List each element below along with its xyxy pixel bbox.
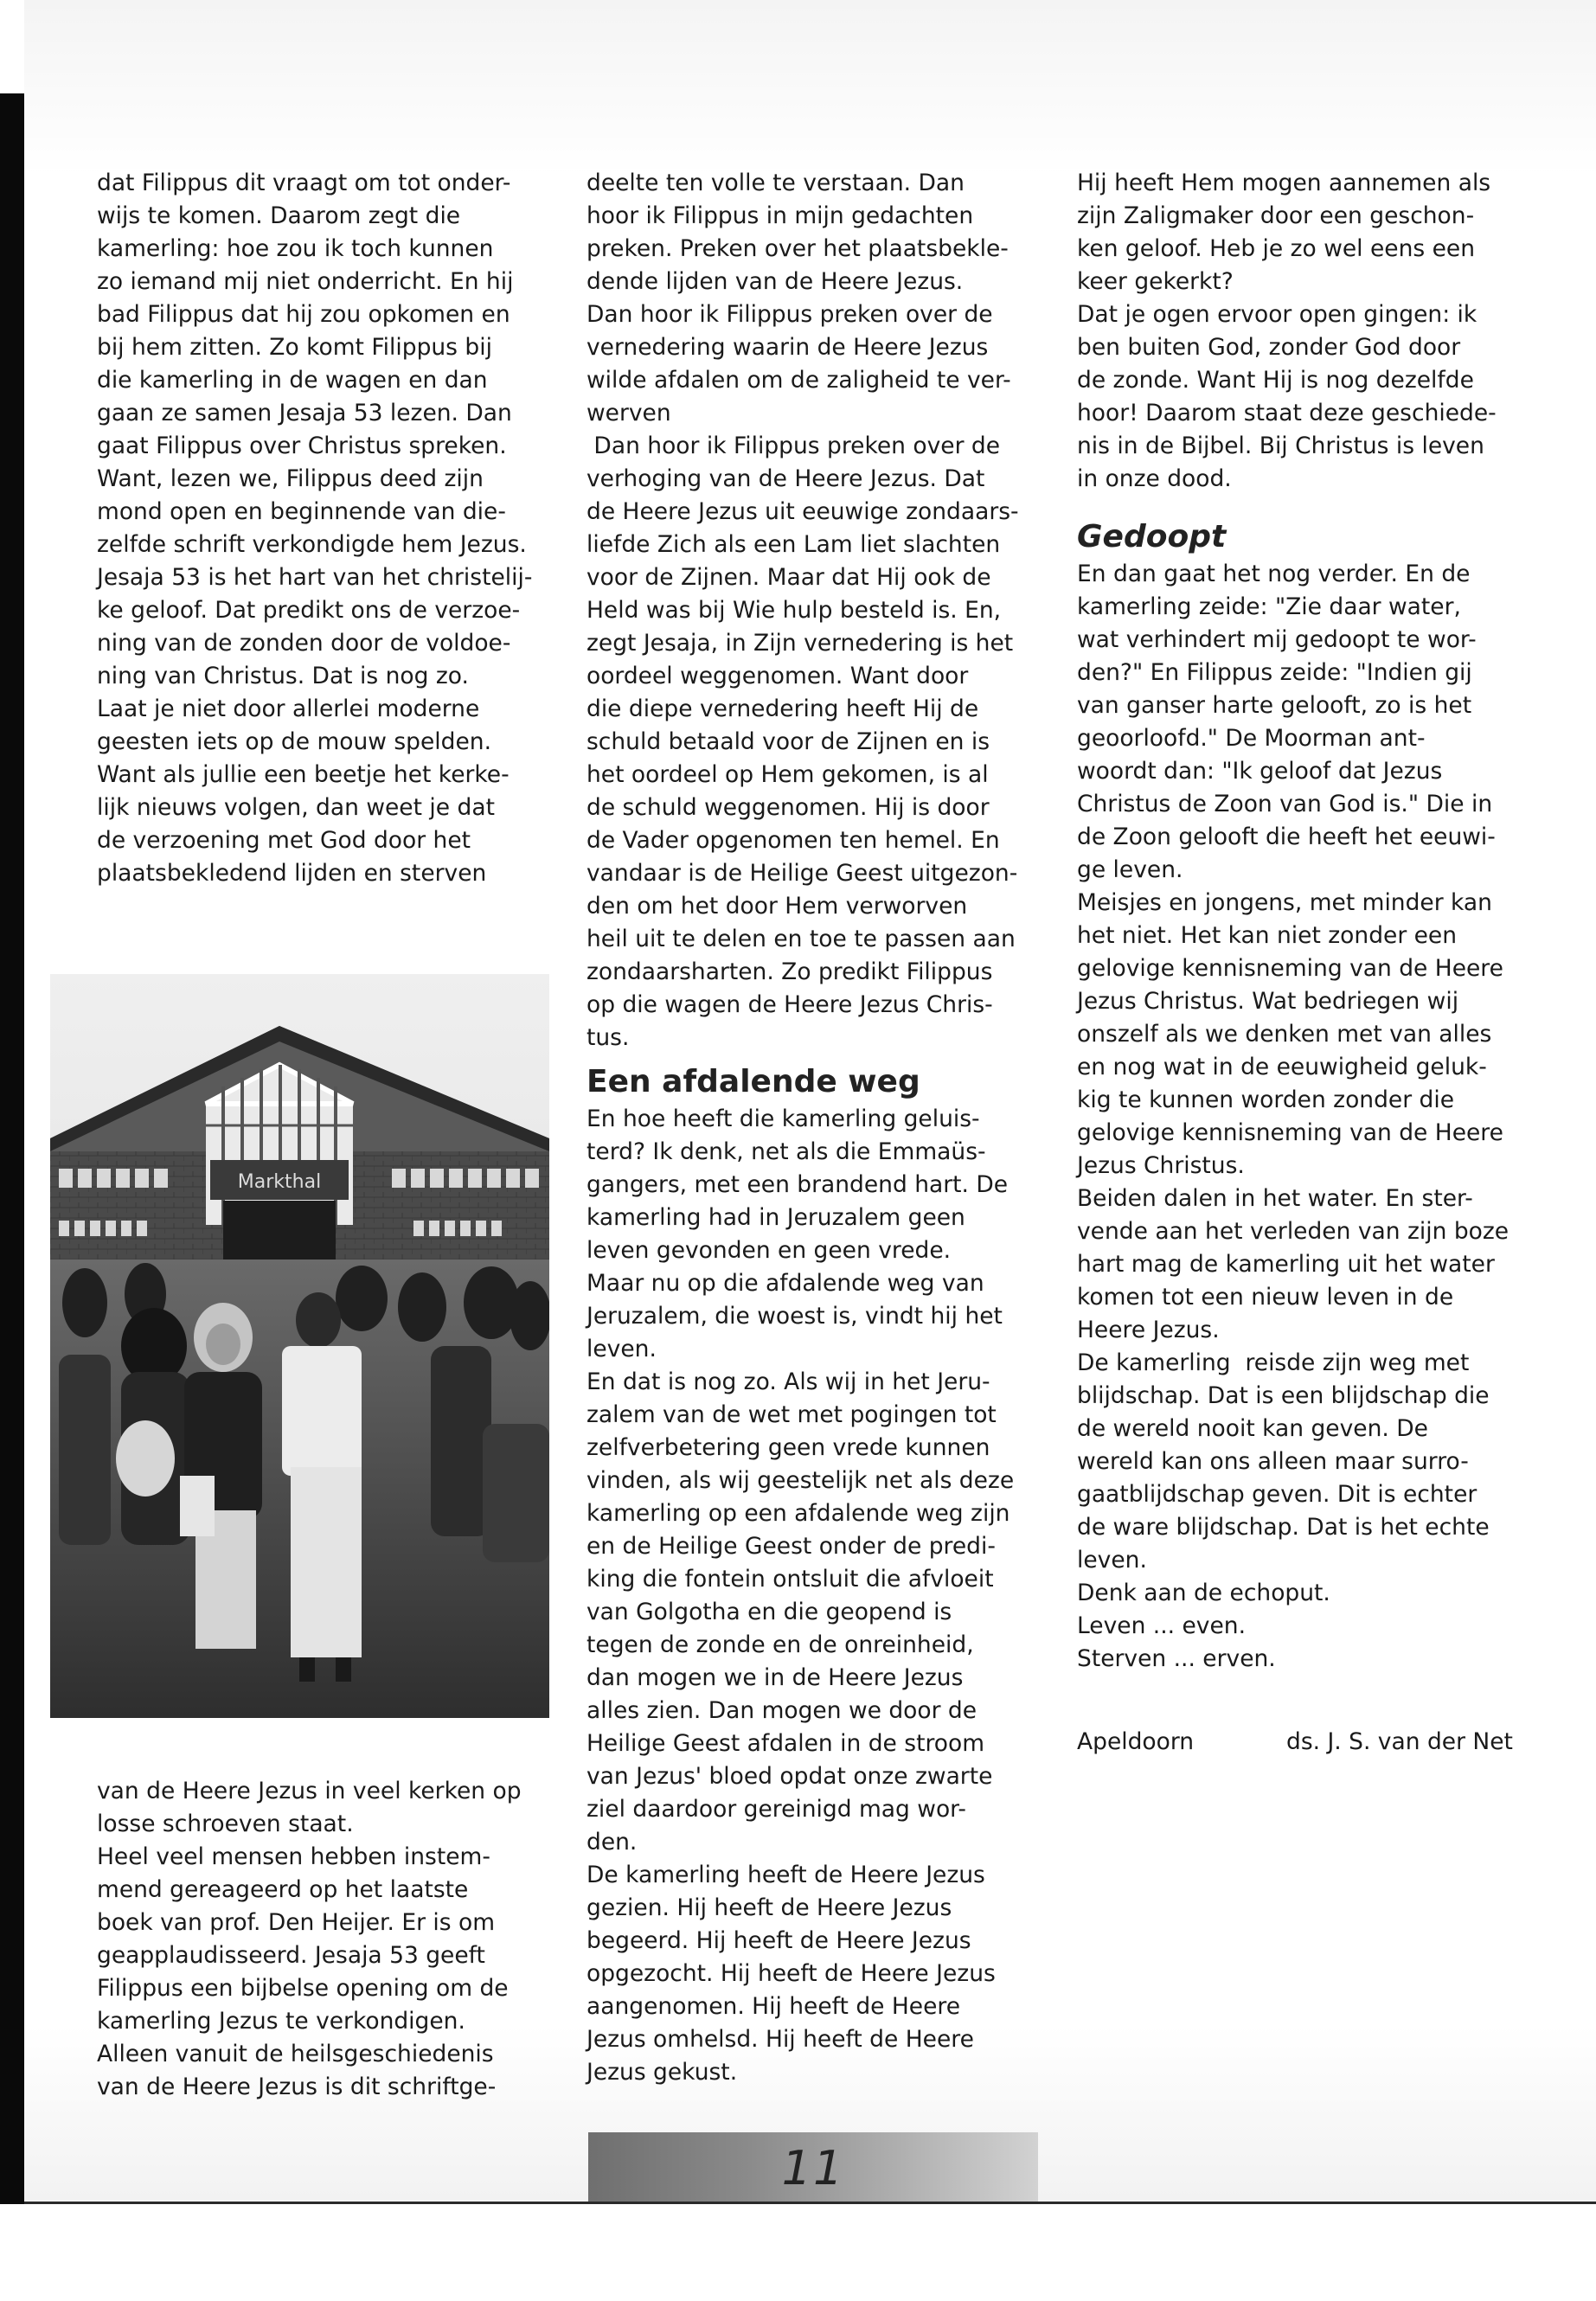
- text-line: Jezus Christus.: [1077, 1152, 1245, 1179]
- photo-sign-text: Markthal: [237, 1171, 322, 1193]
- section-heading-afdalende-weg: Een afdalende weg: [586, 1064, 920, 1099]
- text-line: van Jezus' bloed opdat onze zwarte: [586, 1763, 993, 1790]
- text-line: gezien. Hij heeft de Heere Jezus: [586, 1894, 952, 1921]
- text-line: de verzoening met God door het: [97, 827, 471, 854]
- text-line: geoorloofd." De Moorman ant-: [1077, 725, 1426, 752]
- text-line: op die wagen de Heere Jezus Chris-: [586, 991, 993, 1018]
- text-line: de zonde. Want Hij is nog dezelfde: [1077, 367, 1474, 394]
- text-line: Beiden dalen in het water. En ster-: [1077, 1185, 1473, 1212]
- text-line: vernedering waarin de Heere Jezus: [586, 334, 989, 361]
- text-line: Want als jullie een beetje het kerke-: [97, 761, 510, 788]
- text-line: Sterven ... erven.: [1077, 1645, 1276, 1672]
- text-line: die kamerling in de wagen en dan: [97, 367, 488, 394]
- text-line: Laat je niet door allerlei moderne: [97, 695, 480, 722]
- text-line: ken geloof. Heb je zo wel eens een: [1077, 235, 1475, 262]
- text-line: de Vader opgenomen ten hemel. En: [586, 827, 1000, 854]
- text-line: kig te kunnen worden zonder die: [1077, 1086, 1455, 1113]
- text-line: losse schroeven staat.: [97, 1811, 354, 1837]
- text-line: de wereld nooit kan geven. De: [1077, 1415, 1428, 1442]
- markthal-photo: [50, 974, 549, 1718]
- text-line: Want, lezen we, Filippus deed zijn: [97, 465, 484, 492]
- text-line: lijk nieuws volgen, dan weet je dat: [97, 794, 495, 821]
- text-line: Heel veel mensen hebben instem-: [97, 1843, 490, 1870]
- text-line: oordeel weggenomen. Want door: [586, 663, 969, 689]
- page-number-tab: [588, 2132, 1038, 2202]
- text-line: de Zoon gelooft die heeft het eeuwi-: [1077, 824, 1496, 850]
- text-line: onszelf als we denken met van alles: [1077, 1021, 1492, 1048]
- column-2: [586, 167, 1045, 2089]
- text-line: gaat Filippus over Christus spreken.: [97, 433, 507, 459]
- text-line: leven.: [1077, 1547, 1147, 1574]
- text-line: aangenomen. Hij heeft de Heere: [586, 1993, 961, 2020]
- text-line: geapplaudisseerd. Jesaja 53 geeft: [97, 1942, 485, 1969]
- text-line: king die fontein ontsluit die afvloeit: [586, 1566, 994, 1593]
- text-line: heil uit te delen en toe te passen aan: [586, 926, 1016, 952]
- text-line: kamerling zeide: "Zie daar water,: [1077, 593, 1461, 620]
- text-line: van ganser harte gelooft, zo is het: [1077, 692, 1472, 719]
- text-line: dende lijden van de Heere Jezus.: [586, 268, 964, 295]
- text-line: voor de Zijnen. Maar dat Hij ook de: [586, 564, 991, 591]
- text-line: wilde afdalen om de zaligheid te ver-: [586, 367, 1011, 394]
- text-line: hoor ik Filippus in mijn gedachten: [586, 202, 974, 229]
- text-line: van de Heere Jezus is dit schriftge-: [97, 2073, 497, 2100]
- text-line: liefde Zich als een Lam liet slachten: [586, 531, 1001, 558]
- text-line: bij hem zitten. Zo komt Filippus bij: [97, 334, 492, 361]
- text-line: zelfverbetering geen vrede kunnen: [586, 1434, 990, 1461]
- scan-binding-edge: [0, 93, 24, 2204]
- text-line: ben buiten God, zonder God door: [1077, 334, 1461, 361]
- text-line: wat verhindert mij gedoopt te wor-: [1077, 626, 1477, 653]
- text-line: Heilige Geest afdalen in de stroom: [586, 1730, 985, 1757]
- text-line: blijdschap. Dat is een blijdschap die: [1077, 1382, 1490, 1409]
- signature: [1077, 1726, 1544, 1759]
- text-line: Dan hoor ik Filippus preken over de: [586, 301, 993, 328]
- column-1-bottom: [97, 1775, 555, 2104]
- text-line: dan mogen we in de Heere Jezus: [586, 1664, 964, 1691]
- text-line: het niet. Het kan niet zonder een: [1077, 922, 1458, 949]
- text-line: Jesaja 53 is het hart van het christelij-: [97, 564, 533, 591]
- text-line: keer gekerkt?: [1077, 268, 1234, 295]
- text-line: gelovige kennisneming van de Heere: [1077, 1119, 1503, 1146]
- text-line: werven: [586, 400, 671, 426]
- text-line: alles zien. Dan mogen we door de: [586, 1697, 977, 1724]
- text-line: de ware blijdschap. Dat is het echte: [1077, 1514, 1490, 1541]
- text-line: Jezus omhelsd. Hij heeft de Heere: [586, 2026, 974, 2053]
- text-line: de Heere Jezus uit eeuwige zondaars-: [586, 498, 1019, 525]
- signature-author: ds. J. S. van der Net: [1286, 1728, 1513, 1755]
- column-3: [1077, 167, 1544, 1759]
- text-line: Denk aan de echoput.: [1077, 1580, 1330, 1606]
- text-line: En dat is nog zo. Als wij in het Jeru-: [586, 1368, 990, 1395]
- text-line: bad Filippus dat hij zou opkomen en: [97, 301, 510, 328]
- text-line: den.: [586, 1829, 638, 1856]
- text-line: en nog wat in de eeuwigheid geluk-: [1077, 1054, 1487, 1080]
- text-line: leven.: [586, 1336, 657, 1362]
- text-line: kamerling op een afdalende weg zijn: [586, 1500, 1010, 1527]
- text-line: het oordeel op Hem gekomen, is al: [586, 761, 989, 788]
- text-line: Jezus Christus. Wat bedriegen wij: [1077, 988, 1459, 1015]
- text-line: verhoging van de Heere Jezus. Dat: [586, 465, 985, 492]
- text-line: ning van de zonden door de voldoe-: [97, 630, 511, 657]
- text-line: preken. Preken over het plaatsbekle-: [586, 235, 1009, 262]
- text-line: mond open en beginnende van die-: [97, 498, 506, 525]
- text-line: in onze dood.: [1077, 465, 1232, 492]
- text-line: zelfde schrift verkondigde hem Jezus.: [97, 531, 527, 558]
- text-line: De kamerling reisde zijn weg met: [1077, 1349, 1470, 1376]
- text-line: Jezus gekust.: [586, 2059, 738, 2086]
- text-line: schuld betaald voor de Zijnen en is: [586, 728, 990, 755]
- text-line: kamerling had in Jeruzalem geen: [586, 1204, 965, 1231]
- text-line: gelovige kennisneming van de Heere: [1077, 955, 1503, 982]
- text-line: kamerling: hoe zou ik toch kunnen: [97, 235, 494, 262]
- text-line: Jeruzalem, die woest is, vindt hij het: [586, 1303, 1003, 1330]
- text-line: vinden, als wij geestelijk net als deze: [586, 1467, 1015, 1494]
- text-line: den om het door Hem verworven: [586, 893, 968, 920]
- bottom-rule: [24, 2202, 1596, 2204]
- text-line: hoor! Daarom staat deze geschiede-: [1077, 400, 1497, 426]
- text-line: Dan hoor ik Filippus preken over de: [586, 433, 1001, 459]
- text-line: zo iemand mij niet onderricht. En hij: [97, 268, 514, 295]
- text-line: terd? Ik denk, net als die Emmaüs-: [586, 1138, 986, 1165]
- text-line: gaan ze samen Jesaja 53 lezen. Dan: [97, 400, 512, 426]
- text-line: deelte ten volle te verstaan. Dan: [586, 170, 965, 196]
- text-line: plaatsbekledend lijden en sterven: [97, 860, 487, 887]
- text-line: geesten iets op de mouw spelden.: [97, 728, 491, 755]
- page-number: 11: [781, 2141, 845, 2195]
- text-line: wijs te komen. Daarom zegt die: [97, 202, 461, 229]
- text-line: En dan gaat het nog verder. En de: [1077, 561, 1471, 587]
- text-line: Dat je ogen ervoor open gingen: ik: [1077, 301, 1477, 328]
- text-line: de schuld weggenomen. Hij is door: [586, 794, 990, 821]
- text-line: Hij heeft Hem mogen aannemen als: [1077, 170, 1491, 196]
- text-line: boek van prof. Den Heijer. Er is om: [97, 1909, 496, 1936]
- text-line: woordt dan: "Ik geloof dat Jezus: [1077, 758, 1443, 785]
- text-line: zalem van de wet met pogingen tot: [586, 1401, 997, 1428]
- text-line: komen tot een nieuw leven in de: [1077, 1284, 1454, 1311]
- text-line: ke geloof. Dat predikt ons de verzoe-: [97, 597, 521, 624]
- text-line: mend gereageerd op het laatste: [97, 1876, 469, 1903]
- text-line: vende aan het verleden van zijn boze: [1077, 1218, 1509, 1245]
- text-line: De kamerling heeft de Heere Jezus: [586, 1862, 985, 1888]
- text-line: En hoe heeft die kamerling geluis-: [586, 1106, 980, 1132]
- text-line: van de Heere Jezus in veel kerken op: [97, 1778, 522, 1804]
- text-line: tegen de zonde en de onreinheid,: [586, 1631, 974, 1658]
- text-line: kamerling Jezus te verkondigen.: [97, 2008, 465, 2035]
- text-line: begeerd. Hij heeft de Heere Jezus: [586, 1927, 971, 1954]
- text-line: gangers, met een brandend hart. De: [586, 1171, 1009, 1198]
- text-line: hart mag de kamerling uit het water: [1077, 1251, 1495, 1278]
- text-line: Alleen vanuit de heilsgeschiedenis: [97, 2041, 494, 2067]
- text-line: en de Heilige Geest onder de predi-: [586, 1533, 996, 1560]
- section-heading-gedoopt: Gedoopt: [1077, 519, 1227, 554]
- text-line: leven gevonden en geen vrede.: [586, 1237, 952, 1264]
- text-line: gaatblijdschap geven. Dit is echter: [1077, 1481, 1477, 1508]
- text-line: ge leven.: [1077, 856, 1183, 883]
- text-line: zegt Jesaja, in Zijn vernedering is het: [586, 630, 1014, 657]
- text-line: ziel daardoor gereinigd mag wor-: [586, 1796, 966, 1823]
- text-line: Filippus een bijbelse opening om de: [97, 1975, 509, 2002]
- text-line: ning van Christus. Dat is nog zo.: [97, 663, 469, 689]
- signature-place: Apeldoorn: [1077, 1728, 1195, 1755]
- text-line: opgezocht. Hij heeft de Heere Jezus: [586, 1960, 996, 1987]
- text-line: Maar nu op die afdalende weg van: [586, 1270, 984, 1297]
- text-line: den?" En Filippus zeide: "Indien gij: [1077, 659, 1472, 686]
- text-line: zondaarsharten. Zo predikt Filippus: [586, 958, 993, 985]
- text-line: Leven ... even.: [1077, 1612, 1247, 1639]
- column-1-top: [97, 167, 555, 890]
- text-line: wereld kan ons alleen maar surro-: [1077, 1448, 1469, 1475]
- text-line: Christus de Zoon van God is." Die in: [1077, 791, 1493, 817]
- text-line: Heere Jezus.: [1077, 1317, 1220, 1343]
- text-line: tus.: [586, 1024, 630, 1051]
- text-line: vandaar is de Heilige Geest uitgezon-: [586, 860, 1018, 887]
- text-line: van Golgotha en die geopend is: [586, 1599, 952, 1625]
- text-line: zijn Zaligmaker door een geschon-: [1077, 202, 1475, 229]
- text-line: dat Filippus dit vraagt om tot onder-: [97, 170, 511, 196]
- text-line: nis in de Bijbel. Bij Christus is leven: [1077, 433, 1484, 459]
- text-line: die diepe vernedering heeft Hij de: [586, 695, 979, 722]
- text-line: Meisjes en jongens, met minder kan: [1077, 889, 1492, 916]
- text-line: Held was bij Wie hulp besteld is. En,: [586, 597, 1002, 624]
